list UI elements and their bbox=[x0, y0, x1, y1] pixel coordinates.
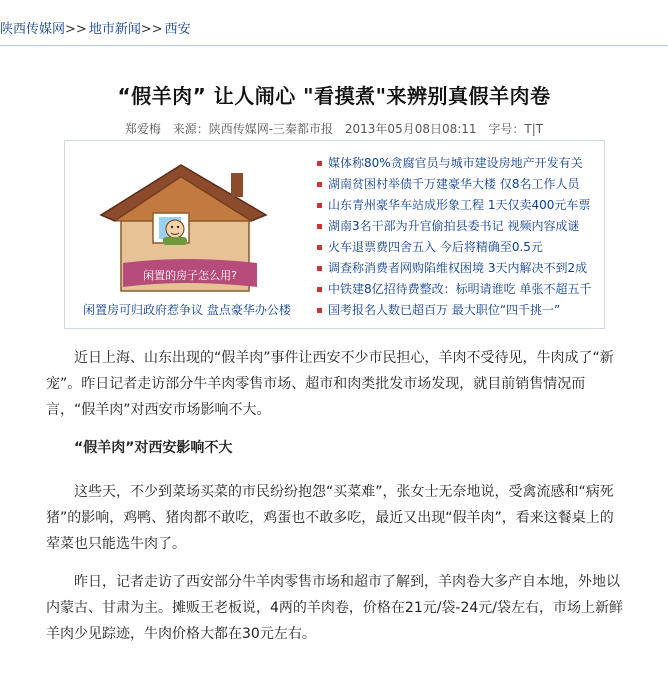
breadcrumb-separator: >> bbox=[65, 22, 87, 37]
news-link[interactable]: 国考报名人数已超百万 最大职位“四千挑一” bbox=[317, 300, 602, 321]
bullet-icon bbox=[317, 287, 322, 292]
illustration-text: 闲置的房子怎么用? bbox=[143, 269, 237, 282]
news-link[interactable]: 中铁建8亿招待费整改：标明请谁吃 单张不超五千 bbox=[317, 279, 602, 300]
bullet-icon bbox=[317, 308, 322, 313]
news-link[interactable]: 调查称消费者网购陷维权困境 3天内解决不到2成 bbox=[317, 258, 602, 279]
article-title: “假羊肉” 让人闹心 "看摸煮"来辨别真假羊肉卷 bbox=[117, 84, 551, 108]
news-link[interactable]: 湖南贫困村举债千万建豪华大楼 仅8名工作人员 bbox=[317, 174, 602, 195]
breadcrumb-item-home[interactable]: 陕西传媒网 bbox=[0, 22, 66, 37]
paragraph: 近日上海、山东出现的“假羊肉”事件让西安不少市民担心，羊肉不受待见，牛肉成了“新宠”。昨日记者走访部分牛羊肉零售市场、超市和肉类批发市场发现，就目前销售情况而言，“假羊肉”对西安市场影响不大。 bbox=[46, 350, 614, 418]
breadcrumb-separator: >> bbox=[140, 22, 163, 37]
bullet-icon bbox=[317, 224, 322, 229]
paragraph: 这些天，不少到菜场买菜的市民纷纷抱怨“买菜难”，张女士无奈地说，受禽流感和“病死猪”的影响，鸡鸭、猪肉都不敢吃，鸡蛋也不敢多吃，最近又出现“假羊肉”，看来这餐桌上的荤菜也只能选牛肉了。 bbox=[46, 484, 614, 552]
news-link[interactable]: 媒体称80%贪腐官员与城市建设房地产开发有关 bbox=[317, 153, 602, 174]
news-link[interactable]: 火车退票费四舍五入 今后将精确至0.5元 bbox=[317, 237, 602, 258]
related-news-box bbox=[64, 140, 605, 329]
author: 郑爱梅 bbox=[124, 122, 161, 136]
illustration-caption-link[interactable]: 闲置房可归政府惹争议 盘点豪华办公楼 bbox=[83, 303, 291, 317]
bullet-icon bbox=[317, 161, 322, 166]
paragraph: 昨日，记者走访了西安部分牛羊肉零售市场和超市了解到，羊肉卷大多产自本地，外地以内蒙古、甘肃为主。摊贩王老板说，4两的羊肉卷，价格在21元/袋-24元/袋左右，市场上新鲜羊肉少见踪迹，牛肉价格大都在30元左右。 bbox=[46, 574, 624, 642]
section-heading: “假羊肉”对西安影响不大 bbox=[74, 440, 233, 456]
article-meta bbox=[0, 120, 668, 137]
news-link[interactable]: 湖南3名干部为升官偷拍县委书记 视频内容成谜 bbox=[317, 216, 602, 237]
bullet-icon bbox=[317, 203, 322, 208]
related-news-list bbox=[317, 153, 602, 321]
breadcrumb bbox=[0, 18, 191, 37]
divider bbox=[0, 45, 668, 46]
font-size-control[interactable]: 字号：T|T bbox=[488, 122, 544, 136]
publish-datetime: 2013年05月08日08:11 bbox=[344, 122, 477, 136]
bullet-icon bbox=[317, 245, 322, 250]
house-illustration-icon bbox=[81, 157, 281, 299]
breadcrumb-item-xian[interactable]: 西安 bbox=[164, 22, 191, 37]
bullet-icon bbox=[317, 266, 322, 271]
bullet-icon bbox=[317, 182, 322, 187]
house-illustration[interactable] bbox=[81, 157, 281, 299]
news-link[interactable]: 山东青州豪华车站成形象工程 1天仅卖400元车票 bbox=[317, 195, 602, 216]
breadcrumb-item-local-news[interactable]: 地市新闻 bbox=[88, 22, 141, 37]
article-body bbox=[46, 345, 626, 659]
source: 来源：陕西传媒网-三秦都市报 bbox=[172, 122, 334, 136]
